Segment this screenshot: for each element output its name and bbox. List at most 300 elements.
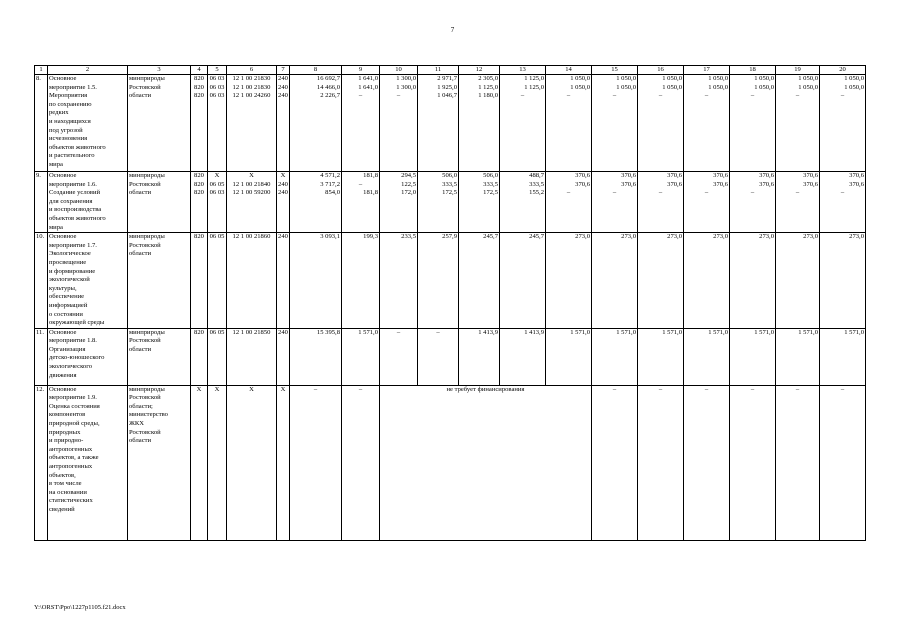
cell-line: 1 125,0 (524, 83, 544, 91)
cell-line: 2 305,0 (478, 75, 498, 82)
value-cell (380, 233, 418, 329)
cell-line: 1 050,0 (616, 75, 636, 82)
column-header: 4 (191, 66, 208, 75)
value-cell (638, 75, 684, 172)
cell-line: – (612, 92, 617, 100)
cell-line: мероприятие 1.8. (49, 337, 97, 345)
value-cell (546, 172, 592, 233)
column-header: 20 (820, 66, 866, 75)
cell-line: 12 1 00 21830 (232, 75, 271, 82)
cell-line: 1 925,0 (437, 83, 457, 91)
cell-line: Организация (49, 345, 86, 353)
cell-line: 370,6 (759, 172, 774, 179)
value-cell (277, 328, 290, 385)
cell-line: мероприятие 1.5. (49, 83, 97, 91)
cell-line: мероприятие 1.6. (49, 180, 97, 188)
value-cell (730, 172, 776, 233)
cell-line: экологического (49, 363, 93, 371)
cell-line: 488,7 (529, 172, 544, 179)
column-header: 11 (418, 66, 459, 75)
cell-line: 12 1 00 24260 (232, 92, 271, 100)
cell-line: антропогенных (49, 463, 93, 471)
cell-line: 370,6 (803, 180, 818, 188)
value-cell (820, 75, 866, 172)
budget-table-body (35, 66, 866, 541)
cell-line: 273,0 (759, 233, 774, 241)
cell-line: 06 03 (209, 92, 225, 100)
cell-line: 1 125,0 (478, 83, 498, 91)
cell-line: Основное (49, 385, 77, 393)
cell-line: 245,7 (529, 233, 544, 241)
cell-line: Основное (49, 328, 77, 336)
cell-line: мира (49, 223, 63, 231)
cell-line: 3 717,2 (320, 180, 340, 188)
value-cell (227, 75, 277, 172)
column-header: 17 (684, 66, 730, 75)
cell-line: – (840, 92, 845, 100)
value-cell (191, 233, 208, 329)
cell-line: детско-юношеского (49, 354, 105, 362)
cell-line: статистических (49, 497, 93, 505)
value-cell (684, 75, 730, 172)
cell-line: 294,5 (401, 172, 416, 179)
cell-line: 14 466,0 (316, 83, 340, 91)
cell-line: 370,6 (713, 172, 728, 179)
value-cell (820, 233, 866, 329)
cell-line: области (129, 437, 152, 445)
cell-line: – (658, 189, 663, 197)
cell-line: объектов, (49, 471, 76, 479)
cell-line: Мероприятия (49, 92, 88, 100)
value-cell (290, 328, 342, 385)
cell-line: Основное (49, 172, 77, 179)
cell-line: 370,6 (575, 180, 590, 188)
cell-line: сведений (49, 506, 75, 513)
value-cell (290, 172, 342, 233)
cell-line: мероприятие 1.7. (49, 241, 97, 249)
column-header: 6 (227, 66, 277, 75)
cell-line: Ростовской (129, 337, 161, 345)
cell-line: 1 641,0 (358, 75, 378, 82)
cell-line: окружающей среды (49, 319, 105, 327)
cell-line: и природно- (49, 437, 84, 445)
value-cell: – (342, 385, 380, 540)
cell-line: 273,0 (849, 233, 864, 241)
cell-line: 1 050,0 (570, 83, 590, 91)
cell-line: 820 (194, 180, 204, 188)
cell-line: 273,0 (667, 233, 682, 241)
value-cell (380, 172, 418, 233)
value-cell (290, 233, 342, 329)
cell-line: природной среды, (49, 420, 100, 428)
cell-line: 1 050,0 (708, 75, 728, 82)
column-header: 15 (592, 66, 638, 75)
cell-line: 245,7 (483, 233, 498, 241)
value-cell (191, 328, 208, 385)
cell-line: исчезновения (49, 135, 88, 143)
cell-line: 12 1 00 59200 (232, 189, 271, 197)
cell-line: Экологическое (49, 250, 91, 258)
value-cell (418, 233, 459, 329)
cell-line: области; (129, 402, 153, 410)
cell-line: по сохранению (49, 100, 92, 108)
value-cell (342, 233, 380, 329)
value-cell (592, 172, 638, 233)
cell-line: 12 1 00 21850 (232, 328, 271, 336)
value-cell (820, 172, 866, 233)
cell-line: культуры, (49, 284, 77, 292)
cell-line: компонентов (49, 411, 86, 419)
value-cell (592, 233, 638, 329)
value-cell (227, 172, 277, 233)
cell-line: просвещение (49, 258, 87, 266)
cell-line: минприроды (129, 75, 165, 82)
cell-line: 273,0 (621, 233, 636, 241)
cell-line: – (840, 189, 845, 197)
cell-line: 2 226,7 (320, 92, 340, 100)
cell-line: 370,6 (667, 172, 682, 179)
column-header: 9 (342, 66, 380, 75)
value-cell (638, 172, 684, 233)
cell-line: Ростовской (129, 180, 161, 188)
value-cell (459, 172, 500, 233)
cell-line: 1 300,0 (396, 75, 416, 82)
cell-line: 155,2 (529, 189, 544, 197)
value-cell: Х (191, 385, 208, 540)
cell-line: Ростовской (129, 83, 161, 91)
value-cell (776, 328, 820, 385)
cell-line: Х (214, 172, 220, 179)
cell-line: области (129, 189, 152, 197)
cell-line: 820 (194, 83, 204, 91)
cell-line: 1 571,0 (616, 328, 636, 336)
cell-line: Создание условий (49, 189, 101, 197)
cell-line: – (704, 189, 709, 197)
value-cell (418, 172, 459, 233)
cell-line: 370,6 (621, 172, 636, 179)
value-cell (342, 328, 380, 385)
cell-line: 06 03 (209, 189, 225, 197)
cell-line: антропогенных (49, 445, 93, 453)
cell-line: 12 1 00 21830 (232, 83, 271, 91)
value-cell (730, 75, 776, 172)
value-cell (638, 233, 684, 329)
value-cell (227, 328, 277, 385)
cell-line: Ростовской (129, 428, 161, 436)
cell-line: объектов животного (49, 214, 106, 222)
measure-title (48, 75, 128, 172)
value-cell: Х (277, 385, 290, 540)
cell-line: 257,9 (442, 233, 457, 241)
column-header: 1 (35, 66, 48, 75)
cell-line: 333,5 (483, 180, 498, 188)
value-cell (500, 328, 546, 385)
cell-line: 1 050,0 (662, 75, 682, 82)
value-cell (684, 172, 730, 233)
cell-line: 06 05 (209, 328, 225, 336)
value-cell: – (820, 385, 866, 540)
table-row (35, 172, 866, 233)
value-cell (459, 328, 500, 385)
cell-line: – (566, 92, 571, 100)
cell-line: 240 (278, 328, 288, 336)
column-header: 5 (208, 66, 227, 75)
cell-line: – (358, 180, 363, 188)
cell-line: 506,0 (442, 172, 457, 179)
cell-line: минприроды (129, 385, 165, 393)
value-cell (776, 233, 820, 329)
value-cell: – (776, 385, 820, 540)
value-cell: Х (208, 385, 227, 540)
cell-line: 1 641,0 (358, 83, 378, 91)
value-cell: – (592, 385, 638, 540)
cell-line: на основании (49, 488, 87, 496)
cell-line: 1 571,0 (798, 328, 818, 336)
value-cell (500, 75, 546, 172)
cell-line: – (612, 189, 617, 197)
cell-line: 3 093,1 (320, 233, 340, 241)
value-cell (380, 328, 418, 385)
cell-line: – (658, 92, 663, 100)
value-cell: – (684, 385, 730, 540)
cell-line: 1 046,7 (437, 92, 457, 100)
cell-line: и воспроизводства (49, 206, 102, 214)
cell-line: – (358, 92, 363, 100)
cell-line: ЖКХ (129, 420, 145, 428)
cell-line: 1 050,0 (844, 75, 864, 82)
cell-line: 15 395,8 (316, 328, 340, 336)
cell-line: Ростовской (129, 241, 161, 249)
cell-line: 1 050,0 (754, 83, 774, 91)
cell-line: 333,5 (529, 180, 544, 188)
cell-line: 273,0 (713, 233, 728, 241)
cell-line: – (795, 92, 800, 100)
column-header: 2 (48, 66, 128, 75)
cell-line: 1 571,0 (754, 328, 774, 336)
measure-title (48, 172, 128, 233)
value-cell (546, 233, 592, 329)
cell-line: – (704, 92, 709, 100)
cell-line: 240 (278, 83, 288, 91)
column-header: 13 (500, 66, 546, 75)
cell-line: 273,0 (803, 233, 818, 241)
cell-line: 1 571,0 (844, 328, 864, 336)
page-number: 7 (450, 26, 455, 34)
cell-line: 1 571,0 (662, 328, 682, 336)
executor (128, 328, 191, 385)
cell-line: 820 (194, 172, 204, 179)
row-number: 8. (35, 75, 48, 172)
table-row (35, 233, 866, 329)
cell-line: 4 571,2 (320, 172, 340, 179)
value-cell (208, 328, 227, 385)
executor (128, 172, 191, 233)
cell-line: 233,5 (401, 233, 416, 241)
cell-line: 854,0 (325, 189, 340, 197)
cell-line: 1 571,0 (708, 328, 728, 336)
cell-line: 1 050,0 (844, 83, 864, 91)
cell-line: 273,0 (575, 233, 590, 241)
cell-line: – (750, 189, 755, 197)
table-row (35, 328, 866, 385)
cell-line: Х (280, 172, 286, 179)
value-cell (191, 172, 208, 233)
value-cell (277, 75, 290, 172)
cell-line: 240 (278, 233, 288, 241)
column-header: 8 (290, 66, 342, 75)
cell-line: области (129, 345, 152, 353)
cell-line: 1 050,0 (754, 75, 774, 82)
cell-line: экологической (49, 276, 90, 284)
cell-line: области (129, 250, 152, 258)
cell-line: Ростовской (129, 394, 161, 402)
budget-table (34, 65, 866, 541)
measure-title (48, 328, 128, 385)
cell-line: 1 050,0 (708, 83, 728, 91)
funding-note: не требует финансирования (380, 385, 592, 540)
value-cell (500, 233, 546, 329)
cell-line: для сохранения (49, 197, 93, 205)
measure-title (48, 233, 128, 329)
executor (128, 75, 191, 172)
cell-line: 370,6 (621, 180, 636, 188)
cell-line: 2 971,7 (437, 75, 457, 82)
cell-line: мира (49, 160, 63, 168)
cell-line: 181,8 (363, 189, 378, 197)
cell-line: редких (49, 109, 69, 117)
value-cell (208, 233, 227, 329)
value-cell (500, 172, 546, 233)
cell-line: области (129, 92, 152, 100)
cell-line: 172,5 (483, 189, 498, 197)
column-header: 16 (638, 66, 684, 75)
cell-line: в том числе (49, 480, 82, 488)
cell-line: 1 050,0 (662, 83, 682, 91)
table-row (35, 75, 866, 172)
value-cell (342, 75, 380, 172)
cell-line: – (795, 189, 800, 197)
cell-line: 181,8 (363, 172, 378, 179)
value-cell (277, 233, 290, 329)
value-cell: – (290, 385, 342, 540)
cell-line: 1 050,0 (616, 83, 636, 91)
cell-line: и формирование (49, 267, 96, 275)
cell-line: 370,6 (575, 172, 590, 179)
cell-line: – (520, 92, 525, 100)
cell-line: 820 (194, 92, 204, 100)
cell-line: 06 05 (209, 180, 225, 188)
cell-line: и растительного (49, 152, 95, 160)
cell-line: 172,5 (442, 189, 457, 197)
cell-line: 240 (278, 180, 288, 188)
value-cell (208, 75, 227, 172)
header-row (35, 66, 866, 75)
cell-line: 370,6 (713, 180, 728, 188)
cell-line: – (396, 92, 401, 100)
cell-line: 240 (278, 92, 288, 100)
cell-line: Основное (49, 75, 77, 82)
cell-line: 199,3 (363, 233, 378, 241)
cell-line: 820 (194, 328, 204, 336)
value-cell (776, 172, 820, 233)
value-cell (290, 75, 342, 172)
executor (128, 233, 191, 329)
cell-line: под угрозой (49, 126, 83, 134)
value-cell (776, 75, 820, 172)
value-cell: – (638, 385, 684, 540)
column-header: 10 (380, 66, 418, 75)
value-cell (227, 233, 277, 329)
value-cell (459, 233, 500, 329)
cell-line: 370,6 (849, 180, 864, 188)
executor (128, 385, 191, 540)
cell-line: – (436, 328, 440, 336)
cell-line: 370,6 (667, 180, 682, 188)
cell-line: – (750, 92, 755, 100)
cell-line: 820 (194, 189, 204, 197)
cell-line: 06 03 (209, 83, 225, 91)
value-cell (730, 328, 776, 385)
value-cell (592, 328, 638, 385)
column-header: 14 (546, 66, 592, 75)
cell-line: 1 413,9 (478, 328, 498, 336)
cell-line: 172,0 (401, 189, 416, 197)
value-cell (820, 328, 866, 385)
cell-line: – (396, 328, 401, 336)
cell-line: 06 03 (209, 75, 225, 82)
value-cell: Х (227, 385, 277, 540)
cell-line: 370,6 (759, 180, 774, 188)
cell-line: объектов животного (49, 143, 106, 151)
cell-line: 12 1 00 21860 (232, 233, 271, 241)
cell-line: 1 125,0 (524, 75, 544, 82)
cell-line: природных (49, 428, 81, 436)
row-number: 10. (35, 233, 48, 329)
column-header: 19 (776, 66, 820, 75)
column-header: 18 (730, 66, 776, 75)
value-cell (459, 75, 500, 172)
cell-line: 12 1 00 21840 (232, 180, 271, 188)
cell-line: 370,6 (849, 172, 864, 179)
cell-line: 820 (194, 75, 204, 82)
value-cell (730, 233, 776, 329)
cell-line: 820 (194, 233, 204, 241)
cell-line: минприроды (129, 233, 165, 241)
cell-line: обеспечение (49, 293, 85, 301)
cell-line: 1 413,9 (524, 328, 544, 336)
cell-line: движения (49, 371, 77, 379)
cell-line: Х (249, 172, 254, 179)
table-row (35, 385, 866, 540)
cell-line: 1 180,0 (478, 92, 498, 100)
value-cell (546, 75, 592, 172)
row-number: 12. (35, 385, 48, 540)
column-header: 3 (128, 66, 191, 75)
cell-line: 1 050,0 (570, 75, 590, 82)
cell-line: 1 571,0 (358, 328, 378, 336)
cell-line: о состоянии (49, 310, 83, 318)
value-cell (418, 328, 459, 385)
cell-line: 1 300,0 (396, 83, 416, 91)
cell-line: 370,6 (803, 172, 818, 179)
cell-line: минприроды (129, 172, 165, 179)
column-header: 12 (459, 66, 500, 75)
row-number: 11. (35, 328, 48, 385)
value-cell (191, 75, 208, 172)
cell-line: 506,0 (483, 172, 498, 179)
row-number: 9. (35, 172, 48, 233)
cell-line: 06 05 (209, 233, 225, 241)
